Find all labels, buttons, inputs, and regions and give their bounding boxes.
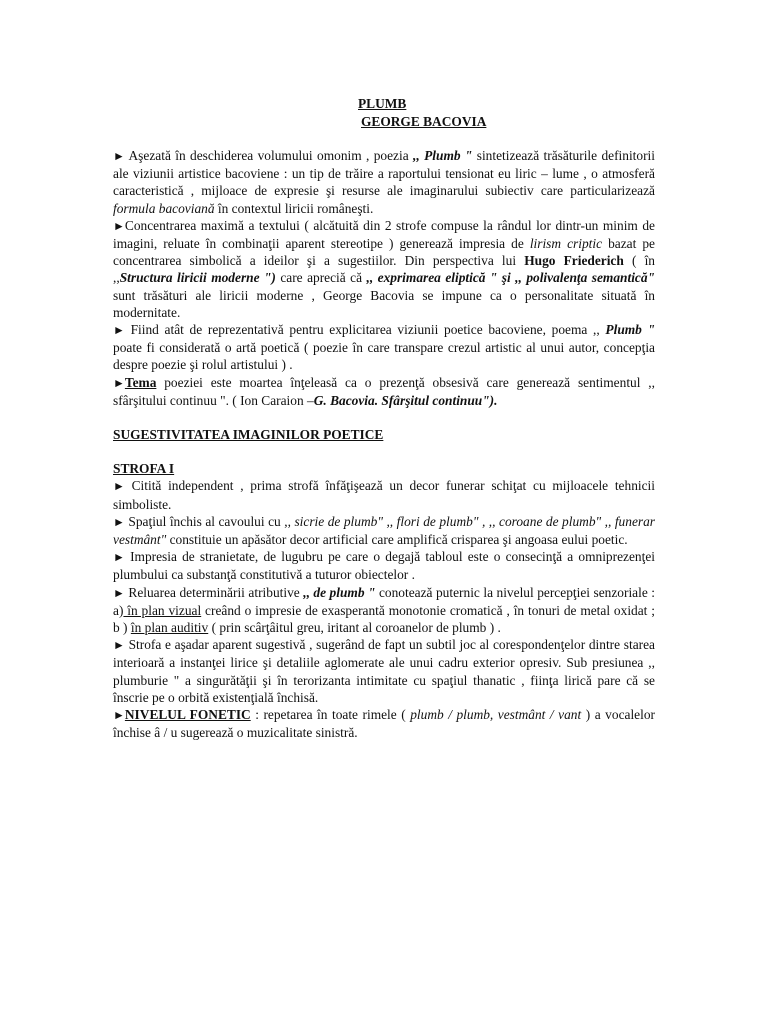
strofa-heading: STROFA I — [113, 461, 175, 477]
bullet-arrow-icon: ► — [113, 550, 125, 565]
bullet-arrow-icon: ► — [113, 585, 125, 600]
strofa-paragraph-5: ► Strofa e aşadar aparent sugestivă , sugerând de fapt un subtil joc al corespondenţelor dintre starea interioară a instanţei lirice şi detaliile aglomerate ale unui cadru exterior opresiv. Sub presiunea ,, plumburie " a singurătăţii şi în terorizanta intimitate cu spaţiul thanatic , fiinţa lirică pare că se înscrie pe o orbită existenţială închisă. — [113, 637, 655, 705]
bullet-arrow-icon: ► — [113, 479, 125, 494]
intro-paragraph-3: ► Fiind atât de reprezentativă pentru explicitarea viziunii poetice bacoviene, poema ,, Plumb " poate fi considerată o artă poetică ( poezie în care transpare crezul artistic al unui autor, concepţia despre poezie şi rolul artistului ) . — [113, 322, 655, 373]
bullet-arrow-icon: ► — [113, 218, 125, 233]
strofa-paragraph-1: ► Citită independent , prima strofă înfăţişează un decor funerar schiţat cu mijloacele tehnicii simboliste. — [113, 478, 655, 512]
bullet-arrow-icon: ► — [113, 638, 125, 653]
strofa-paragraph-4: ► Reluarea determinării atributive ,, de plumb " conotează puternic la nivelul percepţiei senzoriale : a) în plan vizual creând o impresie de exasperantă monotonie cromatică , în tonuri de metal oxidat ; b ) în plan auditiv ( prin scârţâitul greu, iritant al coroanelor de plumb ) . — [113, 584, 655, 636]
strofa-paragraph-2: ► Spaţiul închis al cavoului cu ,, sicrie de plumb" ,, flori de plumb" , ,, coroane de plumb" ,, funerar vestmânt" constituie un apăsător decor artificial care amplifică crisparea şi angoasa eului poetic. — [113, 513, 656, 548]
bullet-arrow-icon: ► — [113, 708, 125, 723]
poem-title: PLUMB — [358, 96, 407, 111]
theme-label: Tema — [124, 374, 157, 390]
bullet-arrow-icon: ► — [113, 375, 125, 390]
intro-paragraph-4: ►Tema poeziei este moartea înţeleasă ca o prezenţă obsesivă care generează sentimentul ,, sfârşitului continuu ". ( Ion Caraion –G. Bacovia. Sfârşitul continuu"). — [113, 374, 655, 408]
phonetic-level-label: NIVELUL FONETIC — [124, 707, 251, 723]
author-name: GEORGE BACOVIA — [361, 114, 487, 129]
bullet-arrow-icon: ► — [113, 514, 125, 529]
bullet-arrow-icon: ► — [113, 323, 125, 338]
bullet-arrow-icon: ► — [113, 149, 125, 163]
strofa-paragraph-6: ►NIVELUL FONETIC : repetarea în toate rimele ( plumb / plumb, vestmânt / vant ) a vocalelor închise â / u sugerează o muzicalitate sinistră. — [113, 707, 655, 741]
intro-paragraph-2: ►Concentrarea maximă a textului ( alcătuită din 2 strofe compuse la rândul lor dintr-un minim de imagini, reluate în combinaţii aparent stereotipe ) generează impresia de lirism criptic bazat pe concentrarea simbolică a ideilor şi a sugestiilor. Din perspectiva lui Hugo Friederich ( în ,,Structura liricii moderne ") care apreciă că ,, exprimarea eliptică " şi ,, polivalenţa semantică" sunt trăsături ale liricii moderne , George Bacovia se impune ca o personalitate situată în modernitate. — [113, 217, 656, 320]
strofa-paragraph-3: ► Impresia de stranietate, de lugubru pe care o degajă tabloul este o consecinţă a omniprezenţei plumbului ca substanţă constitutivă a tuturor obiectelor . — [113, 549, 655, 583]
section-heading: SUGESTIVITATEA IMAGINILOR POETICE — [113, 427, 384, 443]
intro-paragraph-1: ► Aşezată în deschiderea volumului omonim , poezia ,, Plumb " sintetizează trăsăturile definitorii ale viziunii artistice bacoviene : un tip de trăire a raportului tensionat eu liric – lume , o atmosferă caracteristică , mijloace de expresie şi resurse ale imaginarului subiectiv care particularizează formula bacoviană în contextul liricii româneşti. — [113, 148, 656, 216]
document-body — [113, 147, 655, 742]
